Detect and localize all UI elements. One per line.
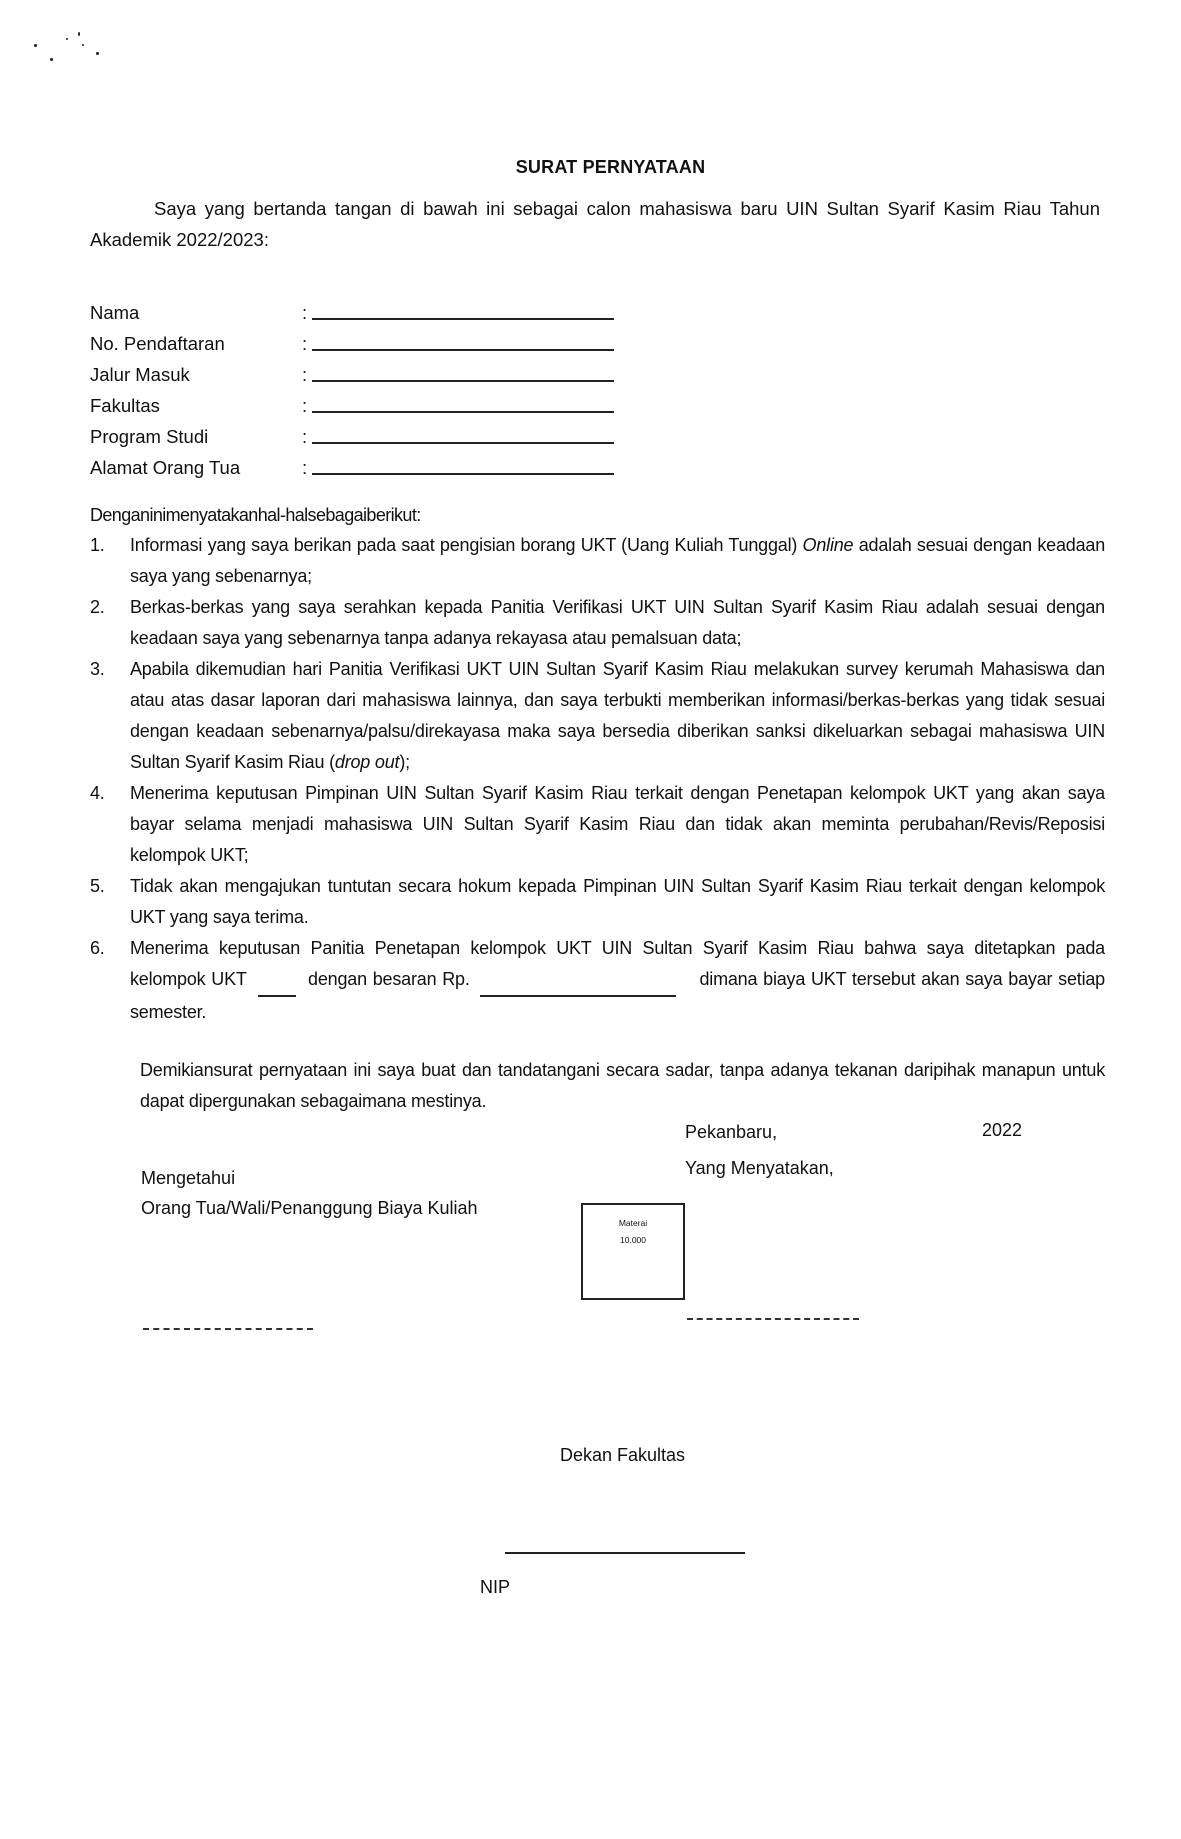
student-signature-line[interactable] bbox=[687, 1318, 859, 1320]
item-text: Berkas-berkas yang saya serahkan kepada Panitia Verifikasi UKT UIN Sultan Syarif Kasim Riau adalah sesuai dengan keadaan saya yang sebenarnya tanpa adanya rekayasa atau pemalsuan data; bbox=[130, 597, 1105, 648]
text-segment: Apabila dikemudian hari Panitia Verifikasi UKT UIN Sultan Syarif Kasim Riau melakukan survey kerumah Mahasiswa dan atau atas dasar laporan dari mahasiswa lainnya, dan saya terbukti memberikan informasi/berkas-berkas yang tidak sesuai dengan keadaan sebenarnya/palsu/direkayasa maka saya bersedia diberikan sanksi dikeluarkan sebagai mahasiswa UIN Sultan Syarif Kasim Riau ( bbox=[130, 659, 1105, 772]
place-label: Pekanbaru, bbox=[685, 1122, 778, 1142]
item-number: 5. bbox=[90, 876, 105, 896]
scan-speck bbox=[66, 38, 68, 40]
statement-item bbox=[90, 654, 1105, 778]
text-segment: dimana biaya UKT tersebut akan saya bayar setiap semester. bbox=[130, 969, 1105, 1022]
nama-input-line[interactable] bbox=[312, 318, 614, 320]
statement-heading: Denganinimenyatakanhal-halsebagaiberikut: bbox=[90, 505, 421, 525]
ukt-group-blank[interactable] bbox=[258, 964, 296, 997]
guardian-label: Orang Tua/Wali/Penanggung Biaya Kuliah bbox=[141, 1198, 478, 1218]
text-segment: Informasi yang saya berikan pada saat pengisian borang UKT (Uang Kuliah Tunggal) bbox=[130, 535, 803, 555]
year-label: 2022 bbox=[982, 1120, 1023, 1140]
item-text: Menerima keputusan Pimpinan UIN Sultan Syarif Kasim Riau terkait dengan Penetapan kelompok UKT yang akan saya bayar selama menjadi mahasiswa UIN Sultan Syarif Kasim Riau dan tidak akan meminta perubahan/Revis/Reposisi kelompok UKT; bbox=[130, 783, 1105, 865]
field-colon: : bbox=[302, 301, 308, 323]
dean-label: Dekan Fakultas bbox=[560, 1445, 686, 1465]
scan-speck bbox=[82, 44, 84, 46]
field-label: No. Pendaftaran bbox=[90, 332, 225, 354]
item-text bbox=[130, 654, 1105, 778]
statement-item bbox=[90, 592, 1105, 654]
statement-list bbox=[90, 530, 1105, 1028]
field-label: Jalur Masuk bbox=[90, 363, 190, 385]
italic-term: Online bbox=[802, 535, 854, 555]
field-jalur-masuk bbox=[90, 359, 614, 390]
field-label: Program Studi bbox=[90, 425, 209, 447]
ukt-amount-blank[interactable] bbox=[480, 964, 676, 997]
stamp-duty-box bbox=[581, 1203, 685, 1300]
statement-item bbox=[90, 871, 1105, 933]
acknowledged-label: Mengetahui bbox=[141, 1168, 236, 1188]
item-number: 4. bbox=[90, 783, 105, 803]
alamat-orang-tua-input-line[interactable] bbox=[312, 473, 614, 475]
field-label: Nama bbox=[90, 301, 140, 323]
text-segment: adalah sesuai dengan keadaan saya yang sebenarnya; bbox=[130, 535, 1106, 586]
identity-fields bbox=[90, 297, 614, 483]
closing-paragraph: Demikiansurat pernyataan ini saya buat dan tandatangani secara sadar, tanpa adanya tekanan daripihak manapun untuk dapat dipergunakan sebagaimana mestinya. bbox=[140, 1060, 1105, 1111]
item-number: 6. bbox=[90, 938, 105, 958]
document-title: SURAT PERNYATAAN bbox=[515, 157, 706, 177]
nip-label: NIP bbox=[480, 1577, 511, 1597]
field-label: Fakultas bbox=[90, 394, 160, 416]
statement-item bbox=[90, 778, 1105, 871]
no-pendaftaran-input-line[interactable] bbox=[312, 349, 614, 351]
field-nama bbox=[90, 297, 614, 328]
item-text: Tidak akan mengajukan tuntutan secara hokum kepada Pimpinan UIN Sultan Syarif Kasim Riau terkait dengan kelompok UKT yang saya terima. bbox=[130, 876, 1105, 927]
scan-speck bbox=[78, 32, 80, 36]
item-text bbox=[130, 933, 1105, 1028]
program-studi-input-line[interactable] bbox=[312, 442, 614, 444]
field-no-pendaftaran bbox=[90, 328, 614, 359]
stamp-label: Materai bbox=[618, 1218, 648, 1228]
field-colon: : bbox=[302, 456, 308, 478]
statement-item bbox=[90, 530, 1105, 592]
field-colon: : bbox=[302, 425, 308, 447]
fakultas-input-line[interactable] bbox=[312, 411, 614, 413]
text-segment: dengan besaran Rp. bbox=[308, 969, 470, 989]
field-label: Alamat Orang Tua bbox=[90, 456, 241, 478]
jalur-masuk-input-line[interactable] bbox=[312, 380, 614, 382]
stamp-value: 10.000 bbox=[620, 1235, 646, 1245]
italic-term: drop out bbox=[334, 752, 400, 772]
item-text bbox=[130, 530, 1105, 592]
statement-item bbox=[90, 933, 1105, 1028]
signer-label: Yang Menyatakan, bbox=[685, 1158, 834, 1178]
field-fakultas bbox=[90, 390, 614, 421]
field-alamat-orang-tua bbox=[90, 452, 614, 483]
scan-speck bbox=[50, 58, 53, 61]
intro-text: Saya yang bertanda tangan di bawah ini sebagai calon mahasiswa baru UIN Sultan Syarif Kasim Riau Tahun Akademik 2022/2023: bbox=[90, 198, 1100, 250]
field-program-studi bbox=[90, 421, 614, 452]
scan-speck bbox=[34, 44, 37, 47]
field-colon: : bbox=[302, 394, 308, 416]
item-number: 2. bbox=[90, 597, 105, 617]
text-segment: ); bbox=[399, 752, 410, 772]
text-segment: Menerima keputusan Panitia Penetapan kelompok UKT UIN Sultan Syarif Kasim Riau bahwa saya ditetapkan pada kelompok UKT bbox=[130, 938, 1105, 989]
dean-signature-line[interactable] bbox=[505, 1552, 745, 1554]
item-number: 3. bbox=[90, 659, 105, 679]
guardian-signature-line[interactable] bbox=[143, 1328, 313, 1330]
intro-paragraph bbox=[90, 193, 1100, 255]
item-number: 1. bbox=[90, 535, 105, 555]
field-colon: : bbox=[302, 363, 308, 385]
field-colon: : bbox=[302, 332, 308, 354]
scan-speck bbox=[96, 52, 99, 55]
